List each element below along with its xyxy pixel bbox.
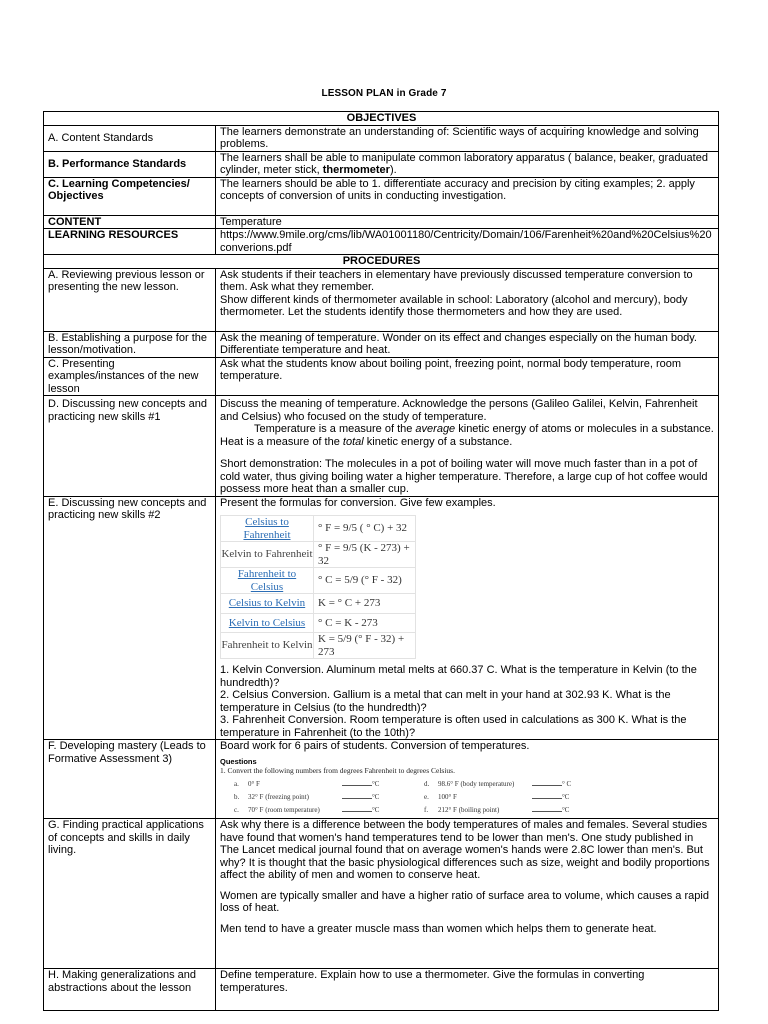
formula-name-link[interactable]: Celsius to Fahrenheit [243, 516, 291, 541]
procedures-header: PROCEDURES [44, 255, 719, 269]
questions-grid [234, 779, 715, 815]
board-work-intro: Board work for 6 pairs of students. Conversion of temperatures. [220, 740, 530, 752]
row-text-content: Temperature [216, 215, 719, 229]
row-text-discussing-2 [216, 496, 719, 740]
table-row [44, 268, 719, 331]
practical-paragraph-3: Men tend to have a greater muscle mass than women which helps them to generate heat. [220, 922, 657, 935]
conversion-formula-table [220, 515, 416, 659]
row-label-generalizations: H. Making generalizations and abstractions about the lesson [44, 969, 216, 1011]
table-row [44, 215, 719, 229]
fahrenheit-conversion-question: 3. Fahrenheit Conversion. Room temperature is often used in calculations as 300 K. What is the temperature in Fahrenheit (to the 10th)? [220, 714, 687, 739]
row-text-practical-applications [216, 819, 719, 969]
questions-instruction: 1. Convert the following numbers from degrees Fahrenheit to degrees Celsius. [220, 765, 455, 775]
document-title: LESSON PLAN in Grade 7 [321, 88, 447, 99]
temp-def-middle: kinetic energy of atoms or molecules in a substance. Heat is a measure of the [220, 423, 714, 448]
discussing-paragraph-3: Short demonstration: The molecules in a pot of boiling water will move much faster than in a pot of cold water, thus giving boiling water a higher temperature. Therefore, a large cup of hot coffee would possess more heat than a smaller cup. [220, 458, 708, 495]
row-label-purpose: B. Establishing a purpose for the lesson/motivation. [44, 331, 216, 357]
question-item: a. 0° F °C [234, 779, 380, 788]
answer-blank [532, 805, 562, 812]
question-item: d. 98.6° F (body temperature) ° C [424, 779, 572, 788]
answer-blank [342, 779, 372, 786]
row-text-developing-mastery [216, 740, 719, 819]
formula-row [221, 516, 416, 542]
table-row [44, 331, 719, 357]
questions-block [220, 757, 715, 815]
objectives-header: OBJECTIVES [44, 112, 719, 126]
question-item: e. 100° F °C [424, 792, 570, 801]
row-label-presenting: C. Presenting examples/instances of the new lesson [44, 357, 216, 396]
temp-def-end: kinetic energy of a substance. [363, 435, 513, 448]
row-text-reviewing [216, 268, 719, 331]
row-label-learning-competencies: C. Learning Competencies/ Objectives [44, 177, 216, 215]
row-label-learning-resources: LEARNING RESOURCES [44, 229, 216, 255]
answer-blank [532, 792, 562, 799]
formula-row [221, 633, 416, 659]
performance-text-start: The learners shall be able to manipulate common laboratory apparatus ( balance, beaker, graduated cylinder, meter stick, [220, 151, 708, 176]
formula-text: ° C = 5/9 (° F - 32) [314, 568, 416, 594]
table-row [44, 357, 719, 396]
row-text-presenting: Ask what the students know about boiling point, freezing point, normal body temperature, room temperature. [216, 357, 719, 396]
row-label-developing-mastery: F. Developing mastery (Leads to Formative Assessment 3) [44, 740, 216, 819]
row-text-content-standards: The learners demonstrate an understanding of: Scientific ways of acquiring knowledge and solving problems. [216, 125, 719, 151]
table-row [44, 819, 719, 969]
practical-paragraph-2: Women are typically smaller and have a higher ratio of surface area to volume, which causes a rapid loss of heat. [220, 889, 709, 914]
discussing-paragraph-2 [220, 423, 715, 448]
formula-name-link[interactable]: Kelvin to Celsius [228, 616, 306, 629]
row-label-content: CONTENT [44, 215, 216, 229]
performance-text-end: ). [389, 164, 397, 176]
kelvin-conversion-question: 1. Kelvin Conversion. Aluminum metal melts at 660.37 C. What is the temperature in Kelvin (to the hundredth)? [220, 664, 697, 689]
formula-row [221, 594, 416, 614]
formula-row [221, 542, 416, 568]
temp-def-italic-average: average [415, 423, 456, 435]
row-label-reviewing: A. Reviewing previous lesson or presenting the new lesson. [44, 268, 216, 331]
question-item: f. 212° F (boiling point) °C [424, 805, 570, 814]
temp-def-start: Temperature is a measure of the [254, 423, 416, 435]
formula-text: ° F = 9/5 ( ° C) + 32 [314, 516, 416, 542]
row-label-practical-applications: G. Finding practical applications of concepts and skills in daily living. [44, 819, 216, 969]
formula-name-link[interactable]: Celsius to Kelvin [228, 597, 306, 609]
formula-text: ° F = 9/5 (K - 273) + 32 [314, 542, 416, 568]
answer-blank [532, 779, 562, 786]
performance-text-bold: thermometer [322, 164, 390, 176]
row-label-discussing-2: E. Discussing new concepts and practicing new skills #2 [44, 496, 216, 740]
celsius-conversion-question: 2. Celsius Conversion. Gallium is a metal that can melt in your hand at 302.93 K. What is the temperature in Celsius (to the hundredth)? [220, 689, 671, 714]
row-label-content-standards: A. Content Standards [44, 125, 216, 151]
answer-blank [342, 792, 372, 799]
questions-header: Questions [220, 756, 257, 766]
procedures-header-row [44, 255, 719, 269]
formula-name: Kelvin to Fahrenheit [221, 548, 313, 561]
formula-row [221, 613, 416, 633]
row-label-discussing-1: D. Discussing new concepts and practicing new skills #1 [44, 396, 216, 497]
table-row [44, 396, 719, 497]
temp-def-italic-total: total [342, 435, 364, 448]
question-item: c. 70° F (room temperature) °C [234, 805, 380, 814]
practical-paragraph-1: Ask why there is a difference between the body temperatures of males and females. Several studies have found that women's hand temperatures tend to be lower than men's. One study published in The Lancet medical journal found that on average women's hands were 2.8C lower than men's. But why? It is thought that the basic physiological differences such as size, weight and bodily proportions affect the ability of men and women to conserve heat. [220, 819, 710, 881]
row-label-performance-standards: B. Performance Standards [44, 151, 216, 177]
table-row [44, 969, 719, 1011]
table-row [44, 177, 719, 215]
objectives-header-row [44, 112, 719, 126]
table-row [44, 125, 719, 151]
row-text-performance-standards [216, 151, 719, 177]
formula-name-link[interactable]: Fahrenheit to Celsius [237, 568, 297, 593]
formula-text: K = ° C + 273 [314, 594, 416, 614]
table-row [44, 151, 719, 177]
reviewing-paragraph-1: Ask students if their teachers in elementary have previously discussed temperature conversion to them. Ask what they remember. [220, 268, 693, 293]
answer-blank [342, 805, 372, 812]
table-row [44, 740, 719, 819]
formula-row [221, 568, 416, 594]
reviewing-paragraph-2: Show different kinds of thermometer available in school: Laboratory (alcohol and mercury), body thermometer. Let the students identify those thermometers and how they are used. [220, 293, 688, 318]
table-row [44, 229, 719, 255]
table-row [44, 496, 719, 740]
formula-text: ° C = K - 273 [314, 613, 416, 633]
row-text-learning-competencies: The learners should be able to 1. differentiate accuracy and precision by citing examples; 2. apply concepts of conversion of units in conducting investigation. [216, 177, 719, 215]
formula-name: Fahrenheit to Kelvin [221, 639, 313, 652]
formulas-intro: Present the formulas for conversion. Give few examples. [220, 496, 496, 509]
formula-text: K = 5/9 (° F - 32) + 273 [314, 633, 416, 659]
row-text-purpose: Ask the meaning of temperature. Wonder on its effect and changes especially on the human body. Differentiate temperature and heat. [216, 331, 719, 357]
row-text-generalizations: Define temperature. Explain how to use a thermometer. Give the formulas in converting temperatures. [216, 969, 719, 1011]
lesson-plan-table [43, 111, 719, 1011]
question-item: b. 32° F (freezing point) °C [234, 792, 380, 801]
discussing-paragraph-1: Discuss the meaning of temperature. Acknowledge the persons (Galileo Galilei, Kelvin, Fahrenheit and Celsius) who focused on the study of temperature. [220, 398, 698, 423]
row-text-discussing-1 [216, 396, 719, 497]
learning-resources-link[interactable]: https://www.9mile.org/cms/lib/WA01001180/Centricity/Domain/106/Farenheit%20and%20Celsius%20converions.pdf [216, 229, 719, 255]
